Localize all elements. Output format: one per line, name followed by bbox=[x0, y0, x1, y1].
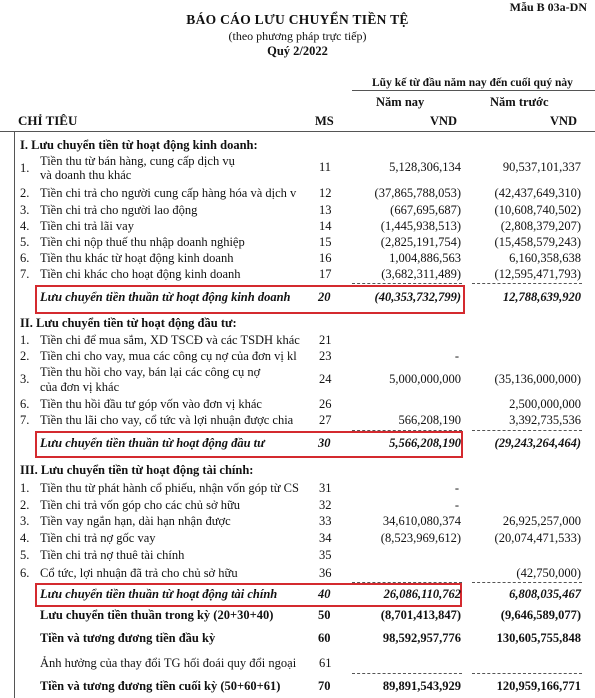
row-code: 13 bbox=[319, 203, 332, 217]
row-number: 6. bbox=[20, 251, 30, 265]
row-code: 36 bbox=[319, 566, 332, 580]
net-period-code: 50 bbox=[318, 608, 331, 622]
row-label: Tiền thu lãi cho vay, cổ tức và lợi nhuận được chia bbox=[40, 413, 294, 427]
row-value-previous: 6,160,358,638 bbox=[509, 251, 581, 265]
row-number: 2. bbox=[20, 186, 30, 200]
row-label: Tiền chi cho vay, mua các công cụ nợ của đơn vị kl bbox=[40, 349, 297, 363]
net-investing-current: 5,566,208,190 bbox=[389, 436, 461, 450]
row-number: 4. bbox=[20, 531, 30, 545]
row-label: Tiền vay ngắn hạn, dài hạn nhận được bbox=[40, 514, 231, 528]
section-heading-operating: I. Lưu chuyển tiền từ hoạt động kinh doanh: bbox=[20, 138, 258, 152]
closing-cash-previous: 120,959,166,771 bbox=[496, 679, 581, 693]
row-value-current: (1,445,938,513) bbox=[380, 219, 461, 233]
row-number: 2. bbox=[20, 498, 30, 512]
net-investing-previous: (29,243,264,464) bbox=[494, 436, 581, 450]
row-label: Tiền chi trả cho người cung cấp hàng hóa và dịch v bbox=[40, 186, 297, 200]
row-number: 2. bbox=[20, 349, 30, 363]
row-label: Tiền thu hồi cho vay, bán lại các công cụ nợ bbox=[40, 365, 261, 379]
row-value-current: 566,208,190 bbox=[398, 413, 461, 427]
row-label: Tiền chi trả cho người lao động bbox=[40, 203, 198, 217]
current-year-header: Năm nay bbox=[376, 95, 425, 109]
row-number: 7. bbox=[20, 267, 30, 281]
opening-cash-label: Tiền và tương đương tiền đầu kỳ bbox=[40, 631, 216, 645]
row-number: 3. bbox=[20, 203, 30, 217]
row-label: Tiền chi trả nợ gốc vay bbox=[40, 531, 156, 545]
row-value-current: (667,695,687) bbox=[390, 203, 461, 217]
row-number: 5. bbox=[20, 548, 30, 562]
row-label-line2: của đơn vị khác bbox=[40, 380, 120, 394]
row-number: 3. bbox=[20, 514, 30, 528]
row-number: 6. bbox=[20, 566, 30, 580]
net-period-previous: (9,646,589,077) bbox=[500, 608, 581, 622]
row-number: 3. bbox=[20, 372, 30, 386]
row-code: 31 bbox=[319, 481, 332, 495]
row-value-previous: (42,437,649,310) bbox=[494, 186, 581, 200]
previous-year-header: Năm trước bbox=[490, 95, 549, 109]
row-label-line2: và doanh thu khác bbox=[40, 168, 132, 182]
row-code: 35 bbox=[319, 548, 332, 562]
fx-effect-code: 61 bbox=[319, 656, 332, 670]
row-value-previous: 90,537,101,337 bbox=[502, 160, 581, 174]
row-value-current: (2,825,191,754) bbox=[380, 235, 461, 249]
subtotal-rule bbox=[472, 283, 582, 284]
item-header: CHỈ TIÊU bbox=[18, 113, 78, 128]
row-code: 16 bbox=[319, 251, 332, 265]
subtotal-rule bbox=[352, 673, 462, 674]
row-value-current: - bbox=[454, 498, 459, 512]
closing-cash-label: Tiền và tương đương tiền cuối kỳ (50+60+61) bbox=[40, 679, 281, 693]
net-operating-code: 20 bbox=[318, 290, 331, 304]
row-value-current: 5,128,306,134 bbox=[389, 160, 461, 174]
row-value-current: 1,004,886,563 bbox=[389, 251, 461, 265]
closing-cash-code: 70 bbox=[318, 679, 331, 693]
closing-cash-current: 89,891,543,929 bbox=[382, 679, 461, 693]
net-period-label: Lưu chuyển tiền thuần trong kỳ (20+30+40) bbox=[40, 608, 274, 622]
row-number: 1. bbox=[20, 481, 30, 495]
row-label: Tiền chi trả vốn góp cho các chủ sở hữu bbox=[40, 498, 241, 512]
row-value-current: (8,523,969,612) bbox=[380, 531, 461, 545]
row-label: Tiền chi khác cho hoạt động kinh doanh bbox=[40, 267, 241, 281]
row-value-previous: (42,750,000) bbox=[516, 566, 581, 580]
row-value-previous: (20,074,471,533) bbox=[494, 531, 581, 545]
row-label: Tiền chi trả nợ thuê tài chính bbox=[40, 548, 185, 562]
row-code: 27 bbox=[319, 413, 332, 427]
subtotal-rule bbox=[472, 673, 582, 674]
row-value-previous: (15,458,579,243) bbox=[494, 235, 581, 249]
row-number: 6. bbox=[20, 397, 30, 411]
net-financing-previous: 6,808,035,467 bbox=[509, 587, 581, 601]
subtotal-rule bbox=[352, 283, 462, 284]
table-left-rule bbox=[14, 131, 15, 698]
report-period: Quý 2/2022 bbox=[267, 44, 328, 58]
subtotal-rule bbox=[472, 582, 582, 583]
net-period-current: (8,701,413,847) bbox=[380, 608, 461, 622]
row-value-current: (3,682,311,489) bbox=[381, 267, 461, 281]
net-financing-label: Lưu chuyển tiền thuần từ hoạt động tài chính bbox=[40, 587, 278, 601]
row-code: 17 bbox=[319, 267, 332, 281]
opening-cash-previous: 130,605,755,848 bbox=[496, 631, 581, 645]
net-financing-code: 40 bbox=[318, 587, 331, 601]
row-value-previous: (12,595,471,793) bbox=[494, 267, 581, 281]
row-label: Cổ tức, lợi nhuận đã trả cho chủ sở hữu bbox=[40, 566, 238, 580]
row-label: Tiền thu khác từ hoạt động kinh doanh bbox=[40, 251, 234, 265]
row-label: Tiền chi nộp thuế thu nhập doanh nghiệp bbox=[40, 235, 245, 249]
section-heading-financing: III. Lưu chuyển tiền từ hoạt động tài chính: bbox=[20, 463, 254, 477]
row-value-current: - bbox=[454, 349, 459, 363]
row-value-previous: (35,136,000,000) bbox=[494, 372, 581, 386]
row-number: 1. bbox=[20, 161, 30, 175]
net-investing-label: Lưu chuyển tiền thuần từ hoạt động đầu tư bbox=[40, 436, 265, 450]
code-header: MS bbox=[315, 114, 334, 128]
row-value-previous: 3,392,735,536 bbox=[509, 413, 581, 427]
row-code: 33 bbox=[319, 514, 332, 528]
form-code: Mẫu B 03a-DN bbox=[509, 0, 587, 14]
report-title: BÁO CÁO LƯU CHUYỂN TIỀN TỆ bbox=[186, 12, 409, 27]
unit-current-header: VND bbox=[430, 114, 458, 128]
row-value-current: 5,000,000,000 bbox=[389, 372, 461, 386]
row-label: Tiền chi trả lãi vay bbox=[40, 219, 134, 233]
row-value-current: 34,610,080,374 bbox=[382, 514, 461, 528]
row-number: 5. bbox=[20, 235, 30, 249]
row-number: 7. bbox=[20, 413, 30, 427]
opening-cash-code: 60 bbox=[318, 631, 331, 645]
row-value-previous: 2,500,000,000 bbox=[509, 397, 581, 411]
net-investing-code: 30 bbox=[318, 436, 331, 450]
net-operating-previous: 12,788,639,920 bbox=[502, 290, 581, 304]
row-value-previous: 26,925,257,000 bbox=[502, 514, 581, 528]
row-value-previous: (10,608,740,502) bbox=[494, 203, 581, 217]
row-code: 34 bbox=[319, 531, 332, 545]
row-label: Tiền thu hồi đầu tư góp vốn vào đơn vị khác bbox=[40, 397, 262, 411]
net-financing-current: 26,086,110,762 bbox=[383, 587, 461, 601]
row-code: 12 bbox=[319, 186, 332, 200]
fx-effect-label: Ảnh hưởng của thay đổi TG hối đoái quy đổi ngoại bbox=[40, 656, 297, 670]
report-method: (theo phương pháp trực tiếp) bbox=[228, 29, 367, 43]
row-value-current: - bbox=[454, 481, 459, 495]
row-code: 24 bbox=[319, 372, 332, 386]
header-rule bbox=[352, 90, 595, 91]
subtotal-rule bbox=[472, 430, 582, 431]
row-label: Tiền thu từ phát hành cổ phiếu, nhận vốn góp từ CS bbox=[40, 481, 299, 495]
row-code: 15 bbox=[319, 235, 332, 249]
row-label: Tiền chi để mua sắm, XD TSCĐ và các TSDH khác bbox=[40, 333, 300, 347]
row-value-current: (37,865,788,053) bbox=[374, 186, 461, 200]
row-code: 21 bbox=[319, 333, 332, 347]
table-top-rule bbox=[0, 131, 595, 132]
cumulative-header: Lũy kế từ đầu năm nay đến cuối quý này bbox=[372, 77, 573, 89]
row-code: 11 bbox=[319, 160, 332, 174]
row-code: 14 bbox=[319, 219, 332, 233]
row-value-previous: (2,808,379,207) bbox=[500, 219, 581, 233]
row-number: 4. bbox=[20, 219, 30, 233]
row-code: 26 bbox=[319, 397, 332, 411]
row-number: 1. bbox=[20, 333, 30, 347]
unit-previous-header: VND bbox=[550, 114, 578, 128]
row-code: 23 bbox=[319, 349, 332, 363]
row-code: 32 bbox=[319, 498, 332, 512]
net-operating-label: Lưu chuyển tiền thuần từ hoạt động kinh doanh bbox=[40, 290, 291, 304]
row-label: Tiền thu từ bán hàng, cung cấp dịch vụ bbox=[40, 154, 235, 168]
section-heading-investing: II. Lưu chuyển tiền từ hoạt động đầu tư: bbox=[20, 316, 237, 330]
opening-cash-current: 98,592,957,776 bbox=[382, 631, 461, 645]
net-operating-current: (40,353,732,799) bbox=[374, 290, 461, 304]
